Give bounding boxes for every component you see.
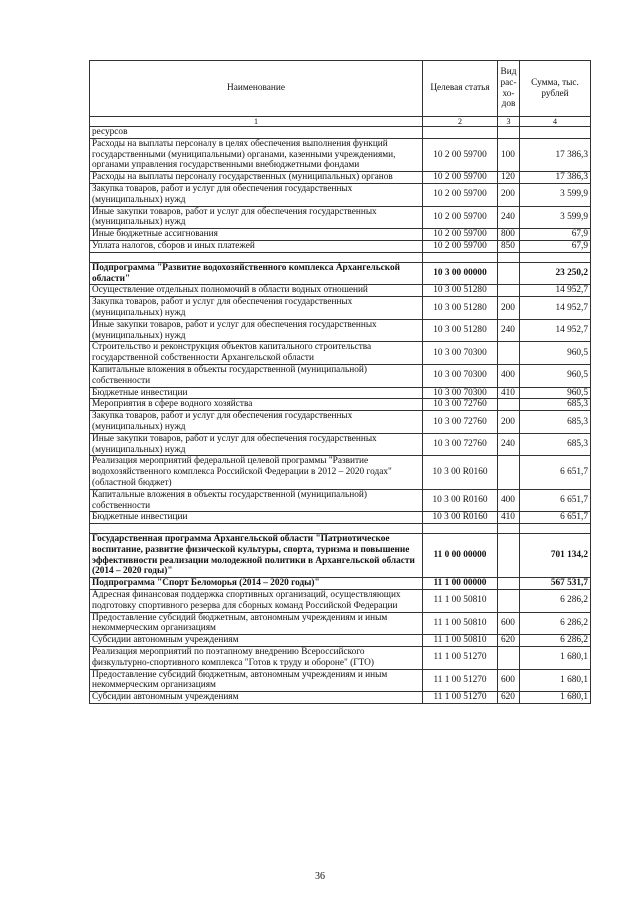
spacer-cell xyxy=(423,252,498,262)
row-code: 10 3 00 72760 xyxy=(423,433,498,456)
table-row xyxy=(90,262,591,285)
row-name: Бюджетные инвестиции xyxy=(90,387,423,399)
colnum-4: 4 xyxy=(520,117,591,127)
row-sum: 685,3 xyxy=(520,433,591,456)
row-sum: 1 680,1 xyxy=(520,647,591,670)
row-sum: 17 386,3 xyxy=(520,138,591,171)
table-row xyxy=(90,647,591,670)
row-sum: 701 134,2 xyxy=(520,534,591,578)
page-number: 36 xyxy=(315,871,325,882)
row-type: 850 xyxy=(498,240,520,252)
row-name: Реализация мероприятий по поэтапному внедрению Всероссийского физкультурно-спортивного комплекса "Готов к труду и обороне" (ГТО) xyxy=(90,647,423,670)
row-name: Иные закупки товаров, работ и услуг для обеспечения государственных (муниципальных) нужд xyxy=(90,319,423,342)
row-type: 600 xyxy=(498,669,520,692)
row-sum: 67,9 xyxy=(520,229,591,241)
table-row xyxy=(90,364,591,387)
row-type xyxy=(498,285,520,297)
row-sum: 6 286,2 xyxy=(520,590,591,613)
row-name: Государственная программа Архангельской области "Патриотическое воспитание, развитие физической культуры, спорта, туризма и повышение эффективности реализации молодежной политики в Архангельской области (2014 – 2020 годы)" xyxy=(90,534,423,578)
row-sum: 23 250,2 xyxy=(520,262,591,285)
budget-table xyxy=(89,60,591,704)
row-type: 200 xyxy=(498,411,520,434)
row-type xyxy=(498,647,520,670)
row-type: 800 xyxy=(498,229,520,241)
row-name: Субсидии автономным учреждениям xyxy=(90,635,423,647)
row-code: 11 1 00 50810 xyxy=(423,590,498,613)
table-row xyxy=(90,456,591,489)
row-name: Адресная финансовая поддержка спортивных организаций, осуществляющих подготовку спортивного резерва для сборных команд Российской Федерации xyxy=(90,590,423,613)
table-row xyxy=(90,534,591,578)
row-code: 10 2 00 59700 xyxy=(423,172,498,184)
row-code: 10 3 00 00000 xyxy=(423,262,498,285)
row-sum: 14 952,7 xyxy=(520,297,591,320)
row-name: Подпрограмма "Спорт Беломорья (2014 – 2020 годы)" xyxy=(90,578,423,590)
row-name: Строительство и реконструкция объектов капитального строительства государственной собственности Архангельской области xyxy=(90,342,423,365)
header-name: Наименование xyxy=(90,61,423,117)
row-type: 400 xyxy=(498,364,520,387)
row-sum: 1 680,1 xyxy=(520,692,591,704)
row-code: 11 1 00 51270 xyxy=(423,647,498,670)
row-type: 410 xyxy=(498,387,520,399)
row-type: 240 xyxy=(498,206,520,229)
row-sum: 6 286,2 xyxy=(520,635,591,647)
table-row xyxy=(90,387,591,399)
row-code: 10 3 00 R0160 xyxy=(423,456,498,489)
row-type xyxy=(498,590,520,613)
table-row xyxy=(90,240,591,252)
table-row xyxy=(90,578,591,590)
row-name: Иные закупки товаров, работ и услуг для обеспечения государственных (муниципальных) нужд xyxy=(90,433,423,456)
row-name: Уплата налогов, сборов и иных платежей xyxy=(90,240,423,252)
row-name: Расходы на выплаты персоналу в целях обеспечения выполнения функций государственными (муниципальными) органами, казенными учреждениями, органами управления государственными внебюджетными фондами xyxy=(90,138,423,171)
row-code xyxy=(423,127,498,139)
row-type xyxy=(498,534,520,578)
table-row xyxy=(90,635,591,647)
spacer-cell xyxy=(498,524,520,534)
header-sum: Сумма, тыс. рублей xyxy=(520,61,591,117)
row-code: 11 1 00 50810 xyxy=(423,612,498,635)
row-code: 10 3 00 51280 xyxy=(423,297,498,320)
row-type xyxy=(498,342,520,365)
row-type: 240 xyxy=(498,319,520,342)
row-name: Бюджетные инвестиции xyxy=(90,512,423,524)
row-code: 10 2 00 59700 xyxy=(423,183,498,206)
table-row xyxy=(90,433,591,456)
spacer-row xyxy=(90,252,591,262)
table-row xyxy=(90,285,591,297)
row-sum: 6 651,7 xyxy=(520,512,591,524)
row-code: 10 3 00 R0160 xyxy=(423,512,498,524)
table-row xyxy=(90,590,591,613)
row-code: 10 3 00 70300 xyxy=(423,364,498,387)
row-sum: 3 599,9 xyxy=(520,206,591,229)
spacer-cell xyxy=(520,524,591,534)
row-name: ресурсов xyxy=(90,127,423,139)
table-row xyxy=(90,669,591,692)
row-type: 100 xyxy=(498,138,520,171)
column-number-row xyxy=(90,117,591,127)
row-name: Мероприятия в сфере водного хозяйства xyxy=(90,399,423,411)
row-name: Реализация мероприятий федеральной целевой программы "Развитие водохозяйственного комплекса Российской Федерации в 2012 – 2020 годах" (областной бюджет) xyxy=(90,456,423,489)
row-name: Предоставление субсидий бюджетным, автономным учреждениям и иным некоммерческим организациям xyxy=(90,669,423,692)
row-code: 10 3 00 72760 xyxy=(423,411,498,434)
row-code: 11 0 00 00000 xyxy=(423,534,498,578)
spacer-cell xyxy=(498,252,520,262)
colnum-1: 1 xyxy=(90,117,423,127)
row-type: 600 xyxy=(498,612,520,635)
row-code: 11 1 00 51270 xyxy=(423,692,498,704)
row-name: Капитальные вложения в объекты государственной (муниципальной) собственности xyxy=(90,489,423,512)
row-sum: 3 599,9 xyxy=(520,183,591,206)
row-name: Предоставление субсидий бюджетным, автономным учреждениям и иным некоммерческим организациям xyxy=(90,612,423,635)
colnum-3: 3 xyxy=(498,117,520,127)
row-name: Иные бюджетные ассигнования xyxy=(90,229,423,241)
row-sum: 685,3 xyxy=(520,411,591,434)
spacer-cell xyxy=(520,252,591,262)
row-type xyxy=(498,127,520,139)
table-row xyxy=(90,297,591,320)
row-type: 410 xyxy=(498,512,520,524)
row-type: 620 xyxy=(498,692,520,704)
row-type: 200 xyxy=(498,297,520,320)
row-code: 11 1 00 51270 xyxy=(423,669,498,692)
row-name: Осуществление отдельных полномочий в области водных отношений xyxy=(90,285,423,297)
row-sum: 960,5 xyxy=(520,342,591,365)
row-code: 10 3 00 51280 xyxy=(423,285,498,297)
spacer-cell xyxy=(423,524,498,534)
table-row xyxy=(90,319,591,342)
row-code: 10 3 00 70300 xyxy=(423,342,498,365)
row-sum: 960,5 xyxy=(520,364,591,387)
row-sum: 6 651,7 xyxy=(520,456,591,489)
row-sum: 67,9 xyxy=(520,240,591,252)
table-row xyxy=(90,183,591,206)
row-sum: 6 286,2 xyxy=(520,612,591,635)
row-type: 400 xyxy=(498,489,520,512)
row-name: Капитальные вложения в объекты государственной (муниципальной) собственности xyxy=(90,364,423,387)
row-sum: 567 531,7 xyxy=(520,578,591,590)
table-row xyxy=(90,612,591,635)
row-name: Подпрограмма "Развитие водохозяйственного комплекса Архангельской области" xyxy=(90,262,423,285)
table-row xyxy=(90,512,591,524)
table-body xyxy=(90,127,591,704)
row-name: Расходы на выплаты персоналу государственных (муниципальных) органов xyxy=(90,172,423,184)
budget-page xyxy=(89,60,590,704)
table-row xyxy=(90,172,591,184)
row-code: 10 3 00 72760 xyxy=(423,399,498,411)
row-type: 620 xyxy=(498,635,520,647)
row-code: 11 1 00 50810 xyxy=(423,635,498,647)
row-type xyxy=(498,399,520,411)
table-row xyxy=(90,399,591,411)
row-code: 10 2 00 59700 xyxy=(423,229,498,241)
row-type: 200 xyxy=(498,183,520,206)
header-code: Целевая статья xyxy=(423,61,498,117)
row-type xyxy=(498,578,520,590)
table-row xyxy=(90,489,591,512)
row-name: Иные закупки товаров, работ и услуг для обеспечения государственных (муниципальных) нужд xyxy=(90,206,423,229)
row-name: Субсидии автономным учреждениям xyxy=(90,692,423,704)
row-type xyxy=(498,456,520,489)
row-sum: 1 680,1 xyxy=(520,669,591,692)
row-type xyxy=(498,262,520,285)
table-row xyxy=(90,127,591,139)
row-name: Закупка товаров, работ и услуг для обеспечения государственных (муниципальных) нужд xyxy=(90,411,423,434)
table-row xyxy=(90,411,591,434)
row-code: 10 3 00 70300 xyxy=(423,387,498,399)
spacer-cell xyxy=(90,252,423,262)
row-code: 10 2 00 59700 xyxy=(423,240,498,252)
table-header-row xyxy=(90,61,591,117)
row-sum: 685,3 xyxy=(520,399,591,411)
row-code: 10 3 00 R0160 xyxy=(423,489,498,512)
table-row xyxy=(90,206,591,229)
row-sum: 6 651,7 xyxy=(520,489,591,512)
row-sum xyxy=(520,127,591,139)
table-row xyxy=(90,229,591,241)
row-name: Закупка товаров, работ и услуг для обеспечения государственных (муниципальных) нужд xyxy=(90,297,423,320)
row-sum: 960,5 xyxy=(520,387,591,399)
header-type: Вид рас-хо-дов xyxy=(498,61,520,117)
row-type: 240 xyxy=(498,433,520,456)
spacer-cell xyxy=(90,524,423,534)
spacer-row xyxy=(90,524,591,534)
table-row xyxy=(90,692,591,704)
row-code: 11 1 00 00000 xyxy=(423,578,498,590)
colnum-2: 2 xyxy=(423,117,498,127)
row-code: 10 2 00 59700 xyxy=(423,206,498,229)
row-type: 120 xyxy=(498,172,520,184)
table-row xyxy=(90,342,591,365)
row-sum: 17 386,3 xyxy=(520,172,591,184)
row-code: 10 2 00 59700 xyxy=(423,138,498,171)
row-sum: 14 952,7 xyxy=(520,319,591,342)
table-row xyxy=(90,138,591,171)
row-code: 10 3 00 51280 xyxy=(423,319,498,342)
row-sum: 14 952,7 xyxy=(520,285,591,297)
row-name: Закупка товаров, работ и услуг для обеспечения государственных (муниципальных) нужд xyxy=(90,183,423,206)
